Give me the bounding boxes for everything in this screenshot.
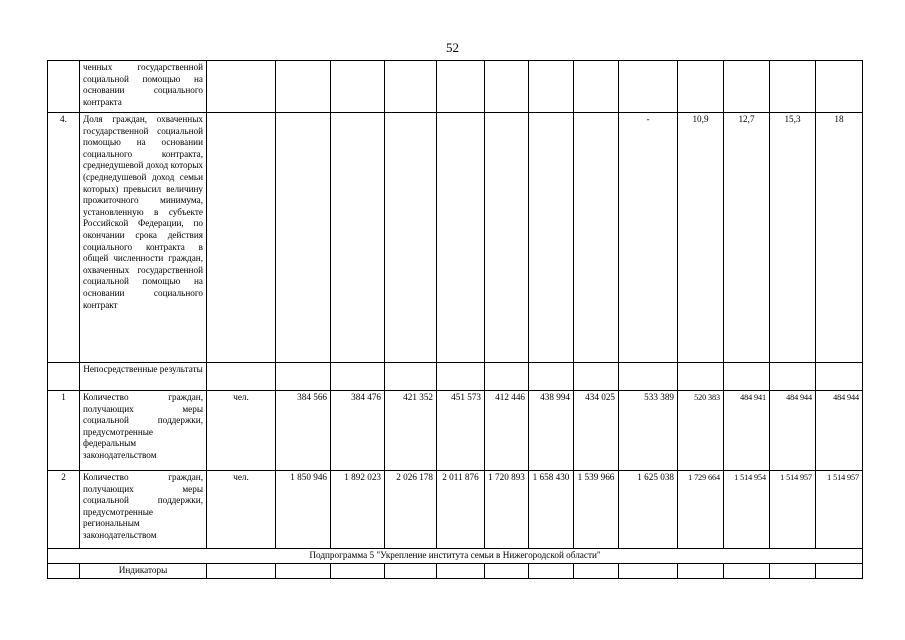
value-cell: 2 011 876	[437, 471, 485, 549]
table-row	[48, 61, 863, 113]
subprogram-title: Подпрограмма 5 "Укрепление института семьи в Нижегородской области"	[48, 549, 863, 564]
value-cell: 434 025	[574, 391, 619, 471]
value-cell: 2 026 178	[385, 471, 437, 549]
value-cell: 1 658 430	[529, 471, 574, 549]
value-cell: 484 944	[770, 391, 816, 471]
indicator-name-cell: Количество граждан, получающих меры социальной поддержки, предусмотренные федеральным законодательством	[80, 391, 207, 471]
row-number-cell: 2	[48, 471, 80, 549]
value-cell	[331, 113, 385, 363]
value-cell: 451 573	[437, 391, 485, 471]
value-cell: 1 539 966	[574, 471, 619, 549]
value-cell: 520 383	[678, 391, 724, 471]
indicator-name-cell: Доля граждан, охваченных государственной социальной помощью на основании социального контракта, среднедушевой доход которых (среднедушевой доход семьи которых) превысил величину прожиточного минимума, установленную в субъекте Российской Федерации, по окончании срока действия социального контракта в общей численности граждан, охваченных государственной социальной помощью на основании социального контракт	[80, 113, 207, 363]
table-row	[48, 471, 863, 549]
table-row	[48, 391, 863, 471]
value-cell	[574, 113, 619, 363]
value-cell	[437, 113, 485, 363]
value-cell: 1 720 893	[485, 471, 529, 549]
row-number-cell	[48, 61, 80, 113]
value-cell: 484 944	[816, 391, 863, 471]
section-label: Непосредственные результаты	[80, 363, 207, 391]
value-cell: 12,7	[724, 113, 770, 363]
value-cell	[385, 113, 437, 363]
row-number-cell: 4.	[48, 113, 80, 363]
page-number: 52	[446, 40, 459, 55]
value-cell: 384 476	[331, 391, 385, 471]
unit-cell: чел.	[207, 471, 276, 549]
value-cell: 412 446	[485, 391, 529, 471]
unit-cell: чел.	[207, 391, 276, 471]
value-cell	[529, 113, 574, 363]
indicator-name-cell: Количество граждан, получающих меры социальной поддержки, предусмотренные региональным законодательством	[80, 471, 207, 549]
value-cell	[276, 113, 331, 363]
indicators-table	[47, 60, 863, 579]
value-cell: 438 994	[529, 391, 574, 471]
table-row	[48, 113, 863, 363]
value-cell: 1 625 038	[619, 471, 678, 549]
value-cell: 18	[816, 113, 863, 363]
table-row	[48, 549, 863, 564]
value-cell: 1 850 946	[276, 471, 331, 549]
table-row	[48, 564, 863, 579]
value-cell: 1 729 664	[678, 471, 724, 549]
unit-cell	[207, 113, 276, 363]
value-cell: 484 941	[724, 391, 770, 471]
table-row	[48, 363, 863, 391]
value-cell: 1 892 023	[331, 471, 385, 549]
indicator-name-cell: ченных государственной социальной помощью на основании социального контракта	[80, 61, 207, 113]
value-cell: 533 389	[619, 391, 678, 471]
value-cell: 1 514 957	[770, 471, 816, 549]
value-cell: 384 566	[276, 391, 331, 471]
value-cell	[485, 113, 529, 363]
value-cell: 421 352	[385, 391, 437, 471]
value-cell: 15,3	[770, 113, 816, 363]
section-label: Индикаторы	[80, 564, 207, 579]
value-cell: 1 514 954	[724, 471, 770, 549]
value-cell: 10,9	[678, 113, 724, 363]
value-cell: -	[619, 113, 678, 363]
row-number-cell: 1	[48, 391, 80, 471]
value-cell: 1 514 957	[816, 471, 863, 549]
